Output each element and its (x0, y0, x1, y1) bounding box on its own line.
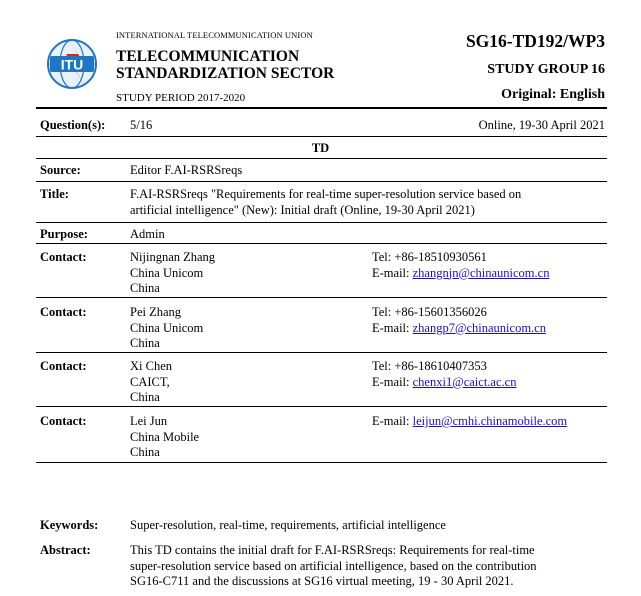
contact-info (372, 359, 516, 390)
contact-label: Contact: (40, 305, 87, 319)
email-prefix: E-mail: (372, 374, 413, 389)
question-label: Question(s): (40, 118, 106, 132)
contact-org: China Unicom (130, 320, 204, 335)
contact-country: China (130, 281, 160, 295)
org-name-sector (116, 48, 334, 82)
keywords-value: Super-resolution, real-time, requirements, artificial intelligence (130, 518, 446, 532)
contact-email-link[interactable]: zhangnjn@chinaunicom.cn (412, 265, 550, 280)
contact-org: China Unicom (130, 265, 204, 280)
divider (36, 297, 607, 298)
study-group: STUDY GROUP 16 (487, 62, 605, 77)
abstract-line: SG16-C711 and the discussions at SG16 virtual meeting, 19 - 30 April 2021. (130, 574, 514, 588)
contact-country: China (130, 445, 160, 459)
contact-label: Contact: (40, 414, 87, 428)
title-line: artificial intelligence" (New): Initial draft (Online, 19-30 April 2021) (130, 202, 475, 217)
abstract-label: Abstract: (40, 543, 91, 557)
contact-tel: Tel: +86-18610407353 (372, 359, 487, 373)
org-name-line1: INTERNATIONAL TELECOMMUNICATION UNION (116, 30, 313, 40)
location-date: Online, 19-30 April 2021 (478, 118, 605, 132)
logo-text: ITU (60, 56, 84, 73)
document-number: SG16-TD192/WP3 (465, 31, 605, 51)
abstract-line: super-resolution service based on artificial intelligence, based on the contribution (130, 558, 537, 573)
divider (36, 462, 607, 463)
keywords-label: Keywords: (40, 518, 99, 532)
email-prefix: E-mail: (372, 265, 413, 280)
divider (36, 352, 607, 353)
contact-email-link[interactable]: chenxi1@caict.ac.cn (412, 374, 517, 389)
divider (36, 222, 607, 223)
contact-tel: Tel: +86-15601356026 (372, 305, 487, 319)
study-period: STUDY PERIOD 2017-2020 (116, 92, 246, 104)
contact-details (130, 414, 199, 461)
itu-logo (44, 30, 104, 94)
divider (36, 181, 607, 182)
contact-info (372, 414, 567, 430)
contact-email-link[interactable]: leijun@cmhi.chinamobile.com (412, 414, 568, 428)
contact-details (130, 250, 215, 297)
divider (36, 158, 607, 159)
abstract-line: This TD contains the initial draft for F.AI-RSRSreqs: Requirements for real-time (130, 543, 535, 557)
contact-name: Nijingnan Zhang (130, 250, 216, 264)
contact-tel: Tel: +86-18510930561 (372, 250, 487, 264)
contact-org: CAICT, (130, 374, 170, 389)
purpose-label: Purpose: (40, 227, 88, 241)
contact-info (372, 305, 546, 336)
divider (36, 406, 607, 407)
contact-name: Xi Chen (130, 359, 173, 373)
email-prefix: E-mail: (372, 414, 413, 428)
title-label: Title: (40, 187, 69, 201)
contact-details (130, 359, 172, 406)
contact-name: Pei Zhang (130, 305, 182, 319)
source-value: Editor F.AI-RSRSreqs (130, 163, 243, 177)
title-value (130, 187, 521, 218)
divider (36, 136, 607, 137)
contact-info (372, 250, 549, 281)
divider (36, 243, 607, 244)
title-line: F.AI-RSRSreqs "Requirements for real-time super-resolution service based on (130, 187, 522, 201)
header-divider (36, 107, 607, 109)
contact-details (130, 305, 203, 352)
contact-label: Contact: (40, 359, 87, 373)
org-name-line2: TELECOMMUNICATION (116, 48, 300, 65)
source-label: Source: (40, 163, 81, 177)
contact-country: China (130, 390, 160, 404)
document-type: TD (311, 141, 330, 155)
contact-email-link[interactable]: zhangp7@chinaunicom.cn (412, 320, 546, 335)
purpose-value: Admin (130, 227, 165, 241)
contact-org: China Mobile (130, 429, 200, 444)
contact-name: Lei Jun (130, 414, 168, 428)
org-name-line3: STANDARDIZATION SECTOR (116, 65, 335, 82)
abstract-text (130, 543, 537, 590)
email-prefix: E-mail: (372, 320, 413, 335)
contact-label: Contact: (40, 250, 87, 264)
contact-country: China (130, 336, 160, 350)
question-value: 5/16 (130, 118, 153, 132)
original-language: Original: English (501, 87, 605, 102)
